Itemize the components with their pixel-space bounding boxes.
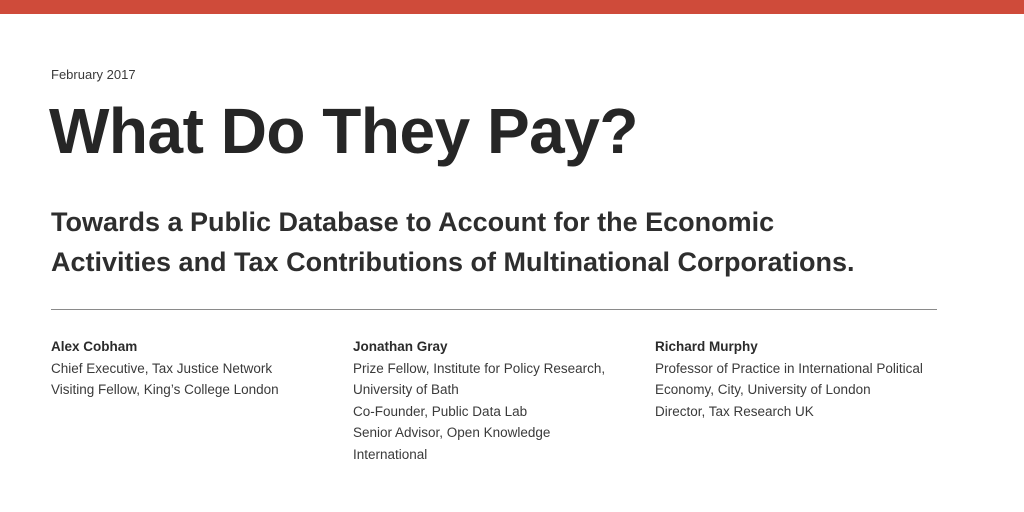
divider [51, 309, 937, 310]
top-accent-bar [0, 0, 1024, 14]
author-role-line: International [353, 446, 428, 462]
author-role-line: University of Bath [353, 382, 459, 397]
author-block-gray [353, 336, 628, 465]
author-name: Richard Murphy [655, 339, 758, 354]
author-role-line: Economy, City, University of London [655, 382, 871, 397]
publication-date: February 2017 [51, 67, 136, 82]
subtitle-line: Towards a Public Database to Account for the Economic [51, 207, 775, 237]
author-role-line: Chief Executive, Tax Justice Network [51, 360, 273, 376]
author-block-murphy [655, 336, 955, 422]
author-block-cobham [51, 336, 321, 401]
author-role-line: Professor of Practice in International Political [655, 360, 923, 376]
author-name: Jonathan Gray [353, 339, 448, 354]
author-role-line: Director, Tax Research UK [655, 403, 814, 419]
author-name: Alex Cobham [51, 339, 138, 354]
subtitle-line: Activities and Tax Contributions of Multinational Corporations. [51, 247, 855, 277]
author-role-line: Prize Fellow, Institute for Policy Research, [353, 360, 606, 376]
report-title: What Do They Pay? [49, 95, 638, 167]
author-role-line: Co-Founder, Public Data Lab [353, 403, 528, 419]
report-subtitle [51, 202, 951, 282]
author-role-line: Senior Advisor, Open Knowledge [353, 425, 551, 440]
author-role-line: Visiting Fellow, King’s College London [51, 382, 279, 397]
